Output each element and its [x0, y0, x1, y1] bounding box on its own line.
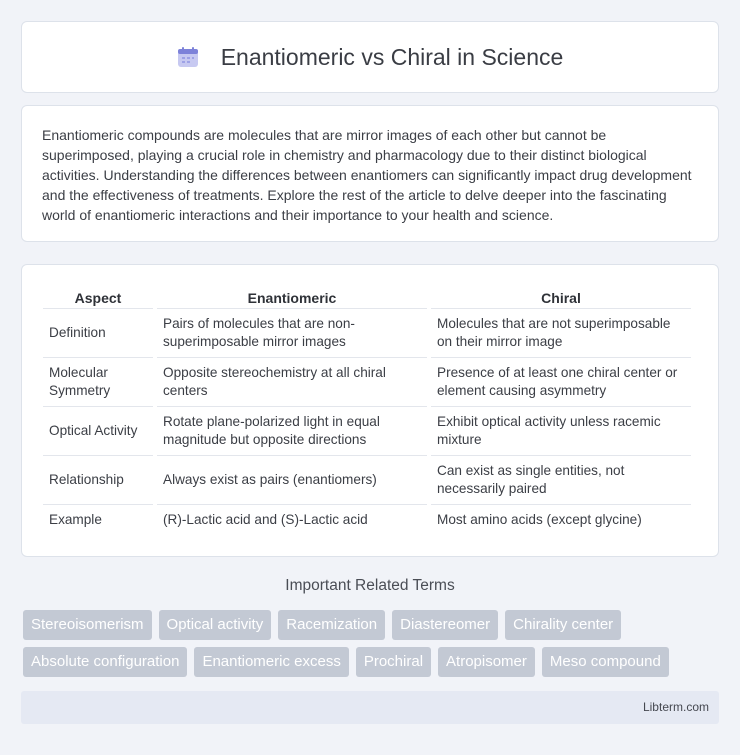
table-cell: Always exist as pairs (enantiomers) [157, 456, 427, 505]
table-header-row [43, 286, 691, 309]
table-cell: Exhibit optical activity unless racemic mixture [431, 407, 691, 456]
tag-absolute-configuration[interactable]: Absolute configuration [23, 647, 187, 677]
footer [21, 691, 719, 724]
table-cell: Relationship [43, 456, 153, 505]
tag-meso-compound[interactable]: Meso compound [542, 647, 669, 677]
table-cell: Optical Activity [43, 407, 153, 456]
tag-atropisomer[interactable]: Atropisomer [438, 647, 535, 677]
title-card [21, 21, 719, 93]
table-cell: Presence of at least one chiral center or element causing asymmetry [431, 358, 691, 407]
table-cell: Definition [43, 309, 153, 358]
intro-card [21, 105, 719, 242]
intro-text: Enantiomeric compounds are molecules that are mirror images of each other but cannot be superimposed, playing a crucial role in chemistry and pharmacology due to their distinct biological activities. Understanding the differences between enantiomers can significantly impact drug development and the effectiveness of treatments. Explore the rest of the article to delve deeper into the fascinating world of enantiomeric interactions and their importance to your health and science. [42, 127, 692, 224]
header-enantiomeric: Enantiomeric [157, 286, 427, 309]
table-row [43, 309, 691, 358]
comparison-table [39, 286, 695, 535]
tag-enantiomeric-excess[interactable]: Enantiomeric excess [194, 647, 348, 677]
tag-row [23, 647, 723, 677]
related-terms-title: Important Related Terms [285, 577, 455, 594]
table-cell: Opposite stereochemistry at all chiral centers [157, 358, 427, 407]
tag-stereoisomerism[interactable]: Stereoisomerism [23, 610, 152, 640]
header-aspect: Aspect [43, 286, 153, 309]
header-chiral: Chiral [431, 286, 691, 309]
related-terms [23, 610, 723, 684]
table-cell: (R)-Lactic acid and (S)-Lactic acid [163, 512, 368, 527]
footer-link[interactable]: Libterm.com [642, 700, 709, 714]
calendar-icon [177, 46, 199, 68]
table-cell: Molecular Symmetry [43, 358, 153, 407]
table-cell: Molecules that are not superimposable on their mirror image [431, 309, 691, 358]
tag-racemization[interactable]: Racemization [278, 610, 385, 640]
tag-prochiral[interactable]: Prochiral [356, 647, 431, 677]
table-row [43, 505, 691, 535]
table-row [43, 358, 691, 407]
tag-row [23, 610, 723, 640]
page-title: Enantiomeric vs Chiral in Science [220, 43, 564, 70]
table-cell: Rotate plane-polarized light in equal magnitude but opposite directions [157, 407, 427, 456]
table-cell: Most amino acids (except glycine) [437, 512, 642, 527]
table-cell: Can exist as single entities, not necessarily paired [431, 456, 691, 505]
tag-diastereomer[interactable]: Diastereomer [392, 610, 498, 640]
table-row [43, 407, 691, 456]
table-row [43, 456, 691, 505]
tag-optical-activity[interactable]: Optical activity [159, 610, 272, 640]
table-cell: Example [49, 512, 102, 527]
comparison-card [21, 264, 719, 557]
tag-chirality-center[interactable]: Chirality center [505, 610, 621, 640]
table-cell: Pairs of molecules that are non-superimposable mirror images [157, 309, 427, 358]
